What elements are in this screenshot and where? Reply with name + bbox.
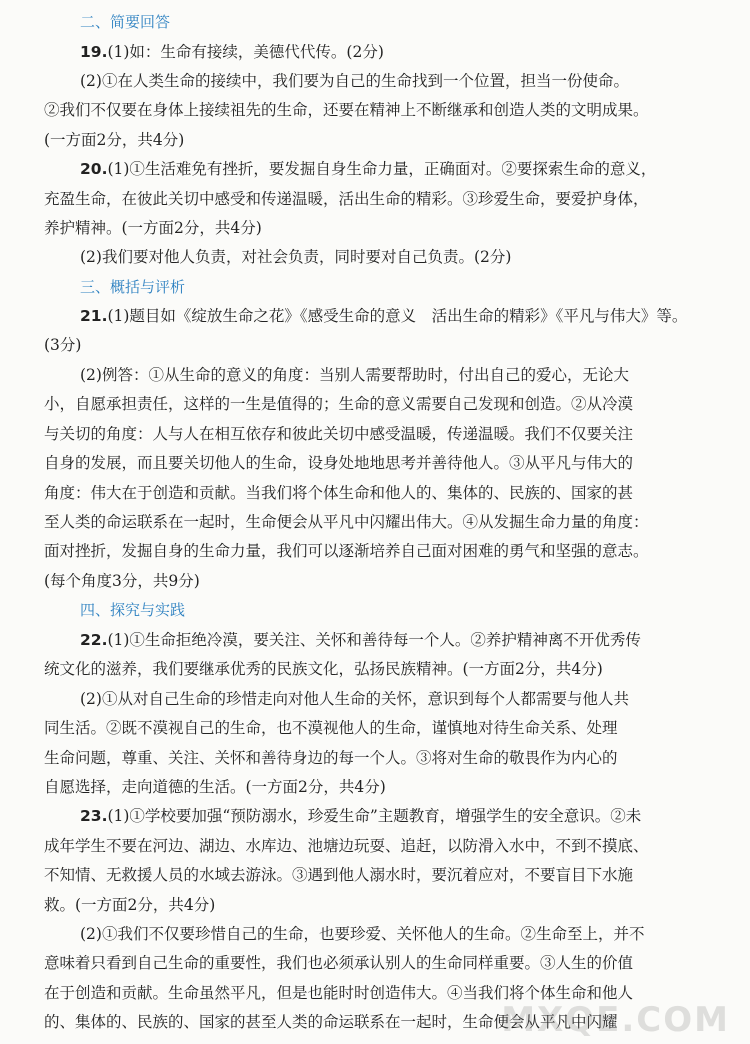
question-number: 23. xyxy=(80,807,108,825)
answer-text: (1)①生命拒绝冷漠，要关注、关怀和善待每一个人。②养护精神离不开优秀传 xyxy=(107,631,641,649)
answer-line: 自身的发展，而且要关切他人的生命，设身处地地思考并善待他人。③从平凡与伟大的 xyxy=(44,454,634,472)
question-number: 21. xyxy=(80,307,108,325)
answer-line xyxy=(80,805,736,827)
answer-line: ②我们不仅要在身体上接续祖先的生命，还要在精神上不断继承和创造人类的文明成果。 xyxy=(44,101,649,119)
answer-text: (1)如：生命有接续，美德代代传。(2分) xyxy=(107,43,384,61)
answer-line: 充盈生命，在彼此关切中感受和传递温暖，活出生命的精彩。③珍爱生命，要爱护身体， xyxy=(44,190,649,208)
answer-line xyxy=(80,629,736,651)
answer-line xyxy=(80,41,736,63)
answer-line: 的、集体的、民族的、国家的甚至人类的命运联系在一起时，生命便会从平凡中闪耀 xyxy=(44,1013,618,1031)
answer-line: 至人类的命运联系在一起时，生命便会从平凡中闪耀出伟大。④从发掘生命力量的角度： xyxy=(44,513,649,531)
answer-line: 在于创造和贡献。生命虽然平凡，但是也能时时创造伟大。④当我们将个体生命和他人 xyxy=(44,984,634,1002)
answer-line xyxy=(80,305,736,327)
answer-line xyxy=(80,158,736,180)
question-number: 22. xyxy=(80,631,108,649)
answer-line: 统文化的滋养，我们要继承优秀的民族文化，弘扬民族精神。(一方面2分，共4分) xyxy=(44,660,603,678)
answer-line: 面对挫折，发掘自身的生命力量，我们可以逐渐培养自己面对困难的勇气和坚强的意志。 xyxy=(44,542,649,560)
answer-line: (3分) xyxy=(44,336,82,354)
question-number: 20. xyxy=(80,160,108,178)
answer-line: (2)我们要对他人负责，对社会负责，同时要对自己负责。(2分) xyxy=(80,248,512,266)
answer-line: (一方面2分，共4分) xyxy=(44,131,185,149)
answer-line: 生命问题，尊重、关注、关怀和善待身边的每一个人。③将对生命的敬畏作为内心的 xyxy=(44,749,618,767)
answer-line: 养护精神。(一方面2分，共4分) xyxy=(44,219,262,237)
section-heading-2: 二、简要回答 xyxy=(80,13,171,31)
answer-line: (2)①在人类生命的接续中，我们要为自己的生命找到一个位置，担当一份使命。 xyxy=(80,72,629,90)
section-heading-4: 四、探究与实践 xyxy=(80,601,186,619)
answer-line: 自愿选择，走向道德的生活。(一方面2分，共4分) xyxy=(44,778,386,796)
answer-line: (每个角度3分，共9分) xyxy=(44,572,200,590)
answer-line: 小，自愿承担责任，这样的一生是值得的；生命的意义需要自己发现和创造。②从冷漠 xyxy=(44,395,634,413)
answer-text: (1)题目如《绽放生命之花》《感受生命的意义 活出生命的精彩》《平凡与伟大》等。 xyxy=(107,307,688,325)
site-watermark: MXQE.COM xyxy=(501,1000,730,1040)
answer-line: (2)①从对自己生命的珍惜走向对他人生命的关怀，意识到每个人都需要与他人共 xyxy=(80,690,629,708)
answer-text: (1)①学校要加强“预防溺水，珍爱生命”主题教育，增强学生的安全意识。②未 xyxy=(107,807,642,825)
section-heading-3: 三、概括与评析 xyxy=(80,278,186,296)
answer-line: 意味着只看到自己生命的重要性，我们也必须承认别人的生命同样重要。③人生的价值 xyxy=(44,954,634,972)
question-number: 19. xyxy=(80,43,108,61)
answer-line: 救。(一方面2分，共4分) xyxy=(44,896,216,914)
answer-line: (2)①我们不仅要珍惜自己的生命，也要珍爱、关怀他人的生命。②生命至上，并不 xyxy=(80,925,645,943)
answer-line: 与关切的角度：人与人在相互依存和彼此关切中感受温暖，传递温暖。我们不仅要关注 xyxy=(44,425,634,443)
answer-line: 不知情、无救援人员的水域去游泳。③遇到他人溺水时，要沉着应对，不要盲目下水施 xyxy=(44,866,634,884)
answer-line: 同生活。②既不漠视自己的生命，也不漠视他人的生命，谨慎地对待生命关系、处理 xyxy=(44,719,618,737)
answer-line: 成年学生不要在河边、湖边、水库边、池塘边玩耍、追赶，以防滑入水中，不到不摸底、 xyxy=(44,837,649,855)
answer-line: 角度：伟大在于创造和贡献。当我们将个体生命和他人的、集体的、民族的、国家的甚 xyxy=(44,484,634,502)
answer-text: (1)①生活难免有挫折，要发掘自身生命力量，正确面对。②要探索生命的意义， xyxy=(107,160,657,178)
answer-line: (2)例答：①从生命的意义的角度：当别人需要帮助时，付出自己的爱心，无论大 xyxy=(80,366,629,384)
